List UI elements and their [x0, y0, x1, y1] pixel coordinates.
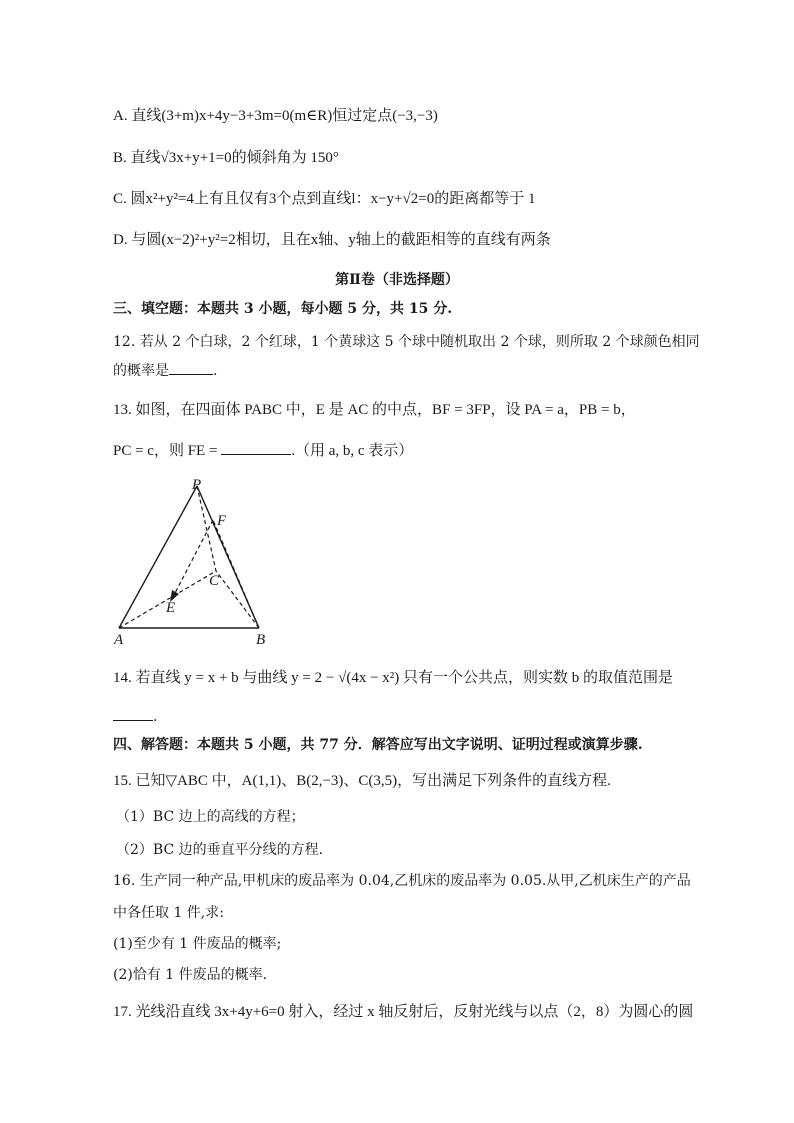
q12-period: .	[213, 363, 218, 379]
q12-answer-blank[interactable]	[169, 360, 213, 375]
q13-answer-blank[interactable]	[221, 440, 291, 455]
q16-part2: (2)恰有 1 件废品的概率.	[113, 967, 268, 983]
q14-period: .	[153, 709, 158, 725]
edge-pa	[119, 486, 197, 628]
q12-line1: 12. 若从 2 个白球，2 个红球，1 个黄球这 5 个球中随机取出 2 个球，则所取 2 个球颜色相同	[113, 334, 700, 350]
q13-line1: 13. 如图，在四面体 PABC 中，E 是 AC 的中点，BF = 3FP，设 PA = a，PB = b，	[113, 402, 636, 418]
q12-text: 的概率是	[113, 363, 169, 379]
label-b: B	[256, 632, 266, 648]
q13-line2	[113, 440, 413, 461]
q12-line2	[113, 360, 217, 381]
option-a: A. 直线(3+m)x+4y−3+3m=0(m∈R)恒过定点(−3,−3)	[113, 108, 438, 124]
option-d: D. 与圆(x−2)²+y²=2相切，且在x轴、y轴上的截距相等的直线有两条	[113, 232, 551, 248]
answer-header: 四、解答题：本题共 5 小题，共 77 分．解答应写出文字说明、证明过程或演算步骤.	[113, 737, 643, 753]
label-f: F	[217, 513, 227, 529]
option-c: C. 圆x²+y²=4上有且仅有3个点到直线l：x−y+√2=0的距离都等于 1	[113, 191, 536, 207]
q16-line2: 中各任取 1 件,求:	[113, 905, 224, 921]
label-e: E	[166, 600, 176, 616]
q13-hint: .（用 a, b, c 表示）	[291, 443, 414, 459]
segment-bf	[213, 520, 259, 628]
q15-line1: 15. 已知▽ABC 中，A(1,1)、B(2,−3)、C(3,5)，写出满足下列条件的直线方程.	[113, 773, 611, 789]
q17-line1: 17. 光线沿直线 3x+4y+6=0 射入，经过 x 轴反射后，反射光线与以点（2，8）为圆心的圆	[113, 1004, 694, 1020]
label-a: A	[114, 632, 124, 648]
q13-text: PC = c，则 FE =	[113, 443, 218, 459]
section-2-title: 第Ⅱ卷（非选择题）	[335, 272, 459, 288]
q15-part1: （1）BC 边上的高线的方程；	[116, 809, 305, 825]
q16-part1: (1)至少有 1 件废品的概率;	[113, 936, 282, 952]
q14-line1: 14. 若直线 y = x + b 与曲线 y = 2 − √(4x − x²) 只有一个公共点，则实数 b 的取值范围是	[113, 670, 674, 686]
label-c: C	[209, 573, 220, 589]
q14-line2	[113, 706, 157, 727]
q14-answer-blank[interactable]	[113, 706, 153, 721]
label-p: P	[192, 477, 202, 493]
tetrahedron-figure	[108, 474, 288, 650]
q15-part2: （2）BC 边的垂直平分线的方程.	[116, 842, 324, 858]
q16-line1: 16. 生产同一种产品,甲机床的废品率为 0.04,乙机床的废品率为 0.05.从甲,乙机床生产的产品	[113, 873, 691, 889]
fill-in-header: 三、填空题：本题共 3 小题，每小题 5 分，共 15 分.	[113, 301, 453, 317]
edge-pc	[197, 486, 216, 571]
option-b: B. 直线√3x+y+1=0的倾斜角为 150°	[113, 150, 339, 166]
